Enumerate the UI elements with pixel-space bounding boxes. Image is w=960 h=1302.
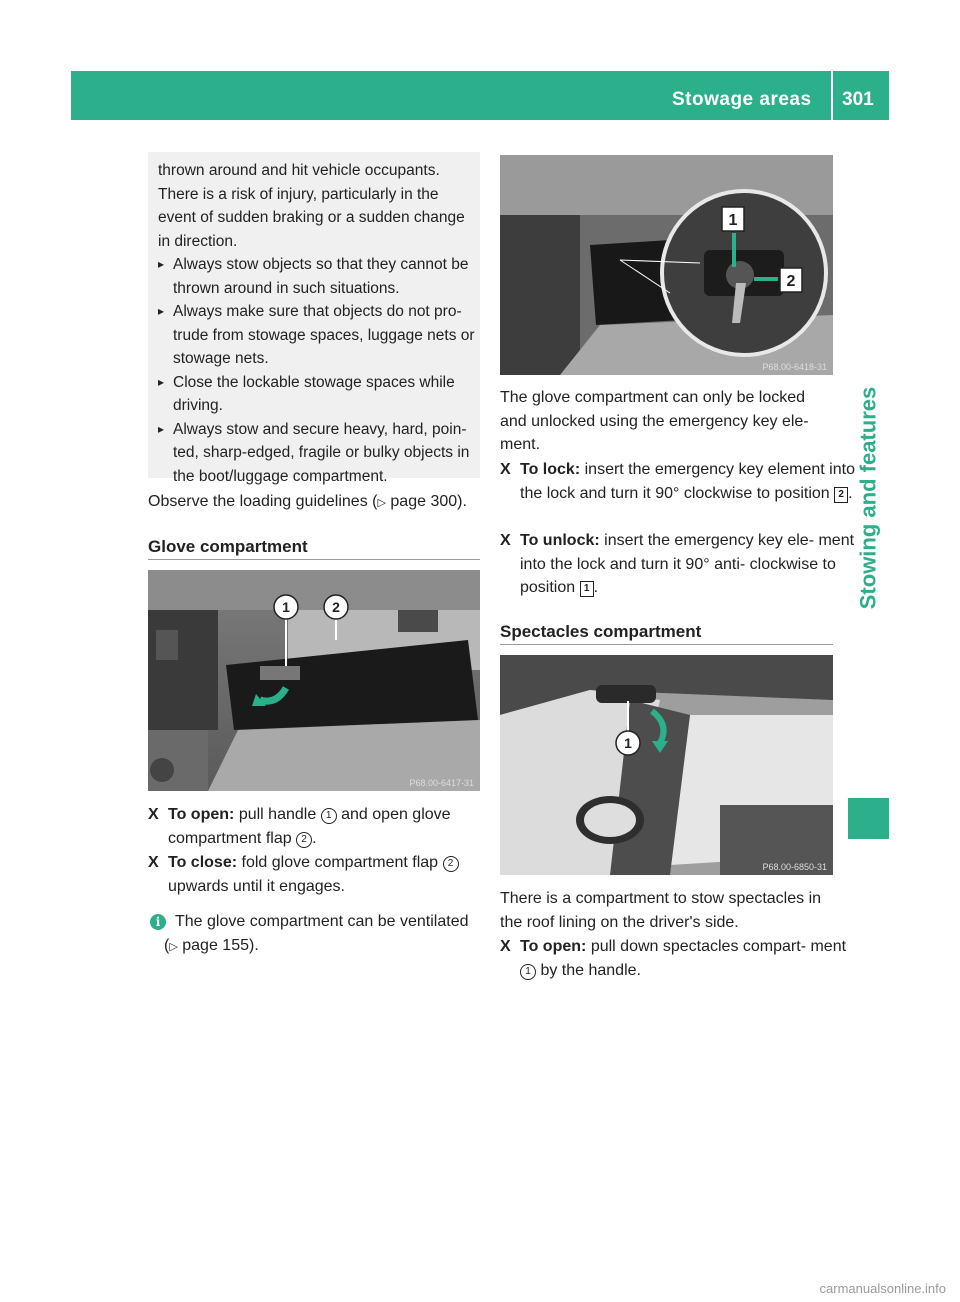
warning-text <box>158 159 476 488</box>
ref-2: 2 <box>443 856 459 872</box>
heading-rule <box>148 559 480 560</box>
glove-open-step <box>148 803 500 850</box>
position-ref: 1 <box>580 581 594 597</box>
lock-intro: The glove compartment can only be locked and unlocked using the emergency key ele- ment. <box>500 389 809 453</box>
spectacles-heading: Spectacles compartment <box>500 622 702 641</box>
step-text: insert the emergency key element into the lock and turn it 90° clockwise to position <box>520 461 855 502</box>
step-marker: X <box>148 806 159 823</box>
step-marker: X <box>500 461 511 478</box>
glove-close-step <box>148 851 500 898</box>
unlock-step <box>500 529 855 600</box>
glove-lock-image <box>500 155 833 375</box>
step-text: . <box>312 829 317 847</box>
page-ref-arrow-icon: ▷ <box>169 941 178 953</box>
chapter-marker <box>848 798 889 839</box>
step-text: . <box>593 579 599 596</box>
warning-bullet: ▸ Always stow and secure heavy, hard, poin- ted, sharp-edged, fragile or bulky objects in the boot/luggage compartment. <box>158 418 476 489</box>
info-icon: i <box>150 914 166 930</box>
step-text: pull handle <box>238 806 317 823</box>
warning-bullet: ▸ Always stow objects so that they cannot be thrown around in such situations. <box>158 253 476 300</box>
spectacles-open-step <box>500 935 853 982</box>
callout-2-label: 2 <box>786 273 796 290</box>
step-label: To unlock: <box>520 532 600 549</box>
warning-intro: thrown around and hit vehicle occupants. There is a risk of injury, particularly in the event of sudden braking or a sudden change in direction. <box>158 162 465 250</box>
page-155-link[interactable]: page 155). <box>182 937 259 954</box>
image-code: P68.00-6850-31 <box>762 862 827 872</box>
ref-1: 1 <box>321 808 337 824</box>
step-text: and open glove compartment flap <box>168 806 451 847</box>
image-code: P68.00-6417-31 <box>409 778 474 788</box>
spectacles-intro: There is a compartment to stow spectacles in the roof lining on the driver's side. <box>500 890 822 931</box>
glove-compartment-image <box>148 570 480 791</box>
chapter-label: Stowing and features <box>855 386 881 610</box>
ventilation-ref: (▷ page 155). <box>164 937 259 954</box>
step-label: To open: <box>520 938 587 955</box>
step-marker: X <box>500 938 511 955</box>
step-label: To close: <box>168 854 238 871</box>
callout-1-label: 1 <box>282 599 290 615</box>
loading-text: Observe the loading guidelines ( <box>148 493 378 510</box>
step-label: To open: <box>168 806 235 823</box>
info-text: The glove compartment can be ventilated <box>175 913 469 930</box>
callout-1-label: 1 <box>624 735 632 751</box>
step-marker: X <box>148 854 159 871</box>
position-ref: 2 <box>834 487 848 503</box>
page-number: 301 <box>842 89 874 110</box>
ventilation-info <box>175 910 485 934</box>
step-text: by the handle. <box>540 961 641 979</box>
step-text: pull down spectacles compart- ment <box>590 938 847 955</box>
step-text: upwards until it engages. <box>168 877 345 895</box>
step-marker: X <box>500 532 511 549</box>
section-title: Stowage areas <box>672 89 812 110</box>
step-label: To lock: <box>520 461 581 478</box>
warning-bullet: ▸ Close the lockable stowage spaces while driving. <box>158 371 476 418</box>
callout-1-label: 1 <box>728 212 738 229</box>
spectacles-image <box>500 655 833 875</box>
page-300-link[interactable]: page 300). <box>390 493 467 510</box>
ref-2: 2 <box>296 832 312 848</box>
page-ref-arrow-icon: ▷ <box>377 497 386 509</box>
warning-bullet: ▸ Always make sure that objects do not pro- trude from stowage spaces, luggage nets or stowage nets. <box>158 300 476 371</box>
glove-heading: Glove compartment <box>148 537 308 556</box>
image-code: P68.00-6418-31 <box>762 362 827 372</box>
callout-2-label: 2 <box>332 599 340 615</box>
loading-guidelines <box>148 490 484 516</box>
lock-step <box>500 458 855 505</box>
header-divider <box>831 71 833 120</box>
step-text: insert the emergency key ele- ment into the lock and turn it 90° anti- clockwise to position <box>520 532 855 596</box>
ref-1: 1 <box>520 964 536 980</box>
step-text: . <box>848 484 853 502</box>
heading-rule <box>500 644 833 645</box>
step-text: fold glove compartment flap <box>241 854 439 871</box>
footer-watermark: carmanualsonline.info <box>819 1281 946 1296</box>
